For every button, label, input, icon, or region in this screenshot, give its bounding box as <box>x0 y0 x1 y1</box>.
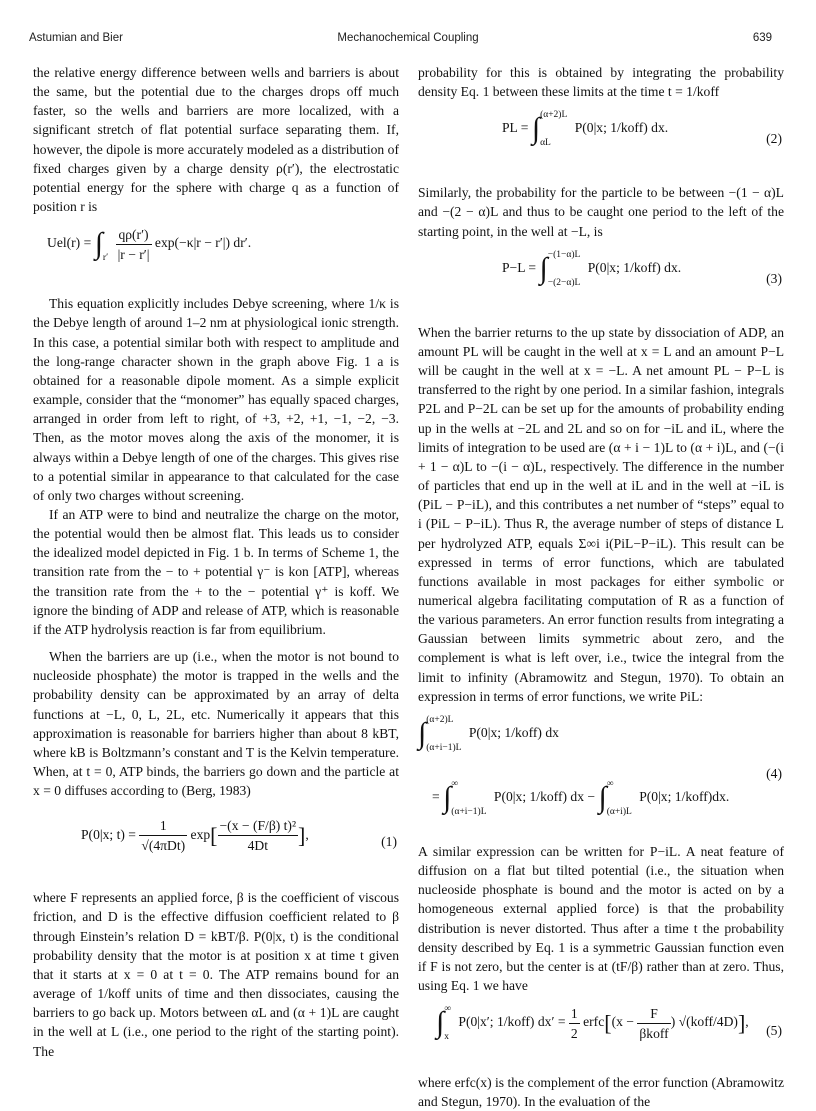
equation-number: (2) <box>766 131 782 147</box>
uel-lhs: Uel(r) = <box>47 235 92 251</box>
eq5-upper-limit: ∞ <box>444 1004 451 1015</box>
eq4-right-upper-2: ∞ <box>606 778 614 789</box>
eq5-lhs: P(0|x′; 1/koff) dx′ = <box>458 1014 566 1030</box>
eq2-lower-limit: αL <box>540 138 551 149</box>
uel-denominator: |r − r′| <box>117 246 150 262</box>
eq5-lower-limit: x <box>444 1032 449 1043</box>
running-header-authors: Astumian and Bier <box>29 32 123 44</box>
right-column <box>418 63 784 1111</box>
eq5-half-num: 1 <box>569 1004 580 1024</box>
eq4-right-integrand-2: P(0|x; 1/koff)dx. <box>639 789 730 805</box>
equation-number: (5) <box>766 1023 782 1039</box>
equation-5: ∫ ∞ x P(0|x′; 1/koff) dx′ = $\frac{1}{2}$ erfc[(x − $\frac{F}{\text{βkoff}}$ ) √(koff/4D)], (5) <box>436 1004 782 1043</box>
eq4-integrand: P(0|x; 1/koff) dx <box>468 725 559 741</box>
paragraph: where erfc(x) is the complement of the error function (Abramowitz and Stegun, 1970). In the evaluation of the <box>418 1075 784 1110</box>
eq1-lhs: P(0|x; t) = <box>81 827 136 843</box>
paragraph: Similarly, the probability for the particle to be between −(1 − α)L and −(2 − α)L and thus to be caught one period to the left of the starting point, in the well at −L, is <box>418 185 784 239</box>
eq2-lhs: PL = <box>502 120 529 136</box>
paragraph: When the barrier returns to the up state by dissociation of ADP, an amount PL will be caught in the well at x = L and an amount P−L will be caught in the well at x = −L. A net amount PL − P−L is transferred to the right by one period. In a similar fashion, integrals P2L and P−2L can be set up for the amounts of probability ending up in the wells at −2L and 2L and so on for −iL and iL, where the limits of integration to be used are (α + i − 1)L to (α + i)L, and (−(i + 1 − α)L to −(i − α)L, respectively. The difference in the number of particles that end up in the well at iL and in the well at −iL is (PiL − P−iL), and this contributes a net number of “steps” equal to i (PiL − P−iL). Thus R, the average number of steps of distance L per hydrolyzed ATP, equals Σ∞i i(PiL−P−iL). This result can be expressed in terms of error functions, which are tabulated functions available in most packages for either symbolic or numerical algebra facilitating computation of R as a function of the various parameters. An error function results from integrating a Gaussian between limits symmetric about zero, and the complement is what is left over, i.e., twice the integral from the limit to infinity (Abramowitz and Stegun, 1970). To obtain an expression in terms of error functions, we write PiL: <box>418 324 784 704</box>
equation-1: P(0|x; t) = $\frac{1}{\text{√(4πDt)}}$ exp[ $\frac{\text{−(x − (F/β) t)²}}{4Dt}$ ], (1) <box>33 816 399 872</box>
eq2-integrand: P(0|x; 1/koff) dx. <box>574 120 669 136</box>
eq3-lower-limit: −(2−α)L <box>547 277 581 288</box>
eq4-lower-limit: (α+i−1)L <box>426 742 462 753</box>
eq4-right-lower-2: (α+i)L <box>606 806 632 817</box>
eq1-exp-numerator: −(x − (F/β) t)² <box>218 816 299 836</box>
paragraph: the relative energy difference between wells and barriers is about the same, but the potential due to the charges drops off much faster, so the wells and barriers are more localized, with a significant stretch of flat potential surface separating them. If, however, the dipole is more accurately modeled as a distribution of fixed charges given by a charge density ρ(r′), the electrostatic potential energy for the sphere with charge q as a function of position r is <box>33 65 399 215</box>
eq4-right-lower-1: (α+i−1)L <box>451 806 487 817</box>
eq3-integrand: P(0|x; 1/koff) dx. <box>587 259 682 275</box>
paragraph: When the barriers are up (i.e., when the motor is not bound to nucleoside phosphate) the motor is trapped in the wells and the probability density can be approximated by an array of delta functions at −L, 0, L, 2L, etc. Numerically it appears that this approximation is reasonable for barriers higher than about 8 kBT, where kB is Boltzmann’s constant and T is the Kelvin temperature. When, at t = 0, ATP binds, the barriers go down and the particle at x = 0 diffuses according to (Berg, 1983) <box>33 649 399 799</box>
running-header-section: Mechanochemical Coupling <box>337 32 479 44</box>
equation-3: P−L = ∫ −(1−α)L −(2−α)L P(0|x; 1/koff) dx. (3) <box>502 249 782 288</box>
eq5-paren: (x − <box>611 1014 634 1030</box>
paragraph: A similar expression can be written for P−iL. A neat feature of diffusion on a flat but tilted potential (i.e., the situation when nucleoside phosphate is bound and the motor is acted on by a homogeneous external applied force) is that the probability distribution is never distorted. Thus after a time t the probability density described by Eq. 1 is a symmetric Gaussian function even if F is not zero, but the center is at (tF/β) rather than at zero. Thus, using Eq. 1 we have <box>418 843 784 993</box>
equation-number: (3) <box>766 270 782 286</box>
eq5-beta-koff: βkoff <box>639 1025 669 1041</box>
eq1-exp-denominator: 4Dt <box>247 838 268 854</box>
paragraph: where F represents an applied force, β is the coefficient of viscous friction, and D is the effective diffusion coefficient related to β through Einstein’s relation D = kBT/β. P(0|x, t) is the conditional probability density that the motor is at position x at time t given that it starts at x = 0 at t = 0. The ATP remains bound for an average of 1/koff units of time and then dissociates, causing the barriers to go back up. Motors between αL and (α + 1)L are caught in the well at L (i.e., one period to the right of the starting point). The <box>33 890 399 1059</box>
paragraph: probability for this is obtained by integrating the probability density Eq. 1 between these limits at the time t = 1/koff <box>418 65 784 100</box>
equation-number: (4) <box>766 765 782 781</box>
eq4-right-integrand-1: P(0|x; 1/koff) dx − <box>493 789 596 805</box>
equation-uel: Uel(r) = ∫ r′ $\frac{q\rho(r')}{|r - r'|}$ exp(−κ|r − r′|) dr′. <box>47 226 252 264</box>
paragraph: This equation explicitly includes Debye screening, where 1/κ is the Debye length of around 1–2 nm at physiological ionic strength. In this case, a potential similar both with respect to amplitude and the long-range character shown in the graph above Fig. 1 a is obtained for a reasonable dipole moment. As a simple explicit example, consider that the “monomer” has equally spaced charges, arranged in order from left to right, of +3, +2, +1, −1, −2, −3. Then, as the motor moves along the axis of the monomer, it is always within a Debye length of one of the charges. This gives rise to a potential similar in appearance to that calculated for the case of only two charges without screening. <box>33 296 399 503</box>
eq1-numerator: 1 <box>139 816 187 836</box>
eq3-upper-limit: −(1−α)L <box>547 249 581 260</box>
eq1-denominator: √(4πDt) <box>141 838 186 854</box>
uel-numerator: qρ(r′) <box>116 225 152 245</box>
equation-2: PL = ∫ (α+2)L αL P(0|x; 1/koff) dx. (2) <box>502 110 782 149</box>
eq5-half-den: 2 <box>570 1025 578 1041</box>
equation-number: (1) <box>381 834 397 850</box>
uel-limit: r′ <box>102 253 109 264</box>
eq5-erfc: erfc <box>583 1014 605 1030</box>
eq2-upper-limit: (α+2)L <box>540 110 568 121</box>
left-column <box>33 63 399 1061</box>
paragraph: If an ATP were to bind and neutralize the charge on the motor, the potential would then be almost flat. This leads us to consider the idealized model depicted in Fig. 1 b. In terms of Scheme 1, the transition rate from the − to + potential γ⁻ is kon [ATP], whereas the transition rate from the + to the − potential γ⁺ is koff. We ignore the binding of ADP and release of ATP, which is reasonable if the ATP hydrolysis reaction is far from equilibrium. <box>33 506 399 637</box>
eq4-right-upper-1: ∞ <box>451 778 459 789</box>
eq5-sqrt: √(koff/4D) <box>678 1014 738 1030</box>
eq3-lhs: P−L = <box>502 259 537 275</box>
uel-tail: exp(−κ|r − r′|) dr′. <box>154 235 252 251</box>
equation-4: ∫ (α+2)L (α+i−1)L P(0|x; 1/koff) dx (4) = ∫ ∞ (α+i−1)L P(0|x; 1/koff) dx − ∫ ∞ (α+i)L P(0|x; 1/koff)dx. <box>418 714 782 817</box>
eq4-upper-limit: (α+2)L <box>426 714 454 725</box>
page-number: 639 <box>752 32 772 44</box>
eq5-force: F <box>637 1004 670 1024</box>
